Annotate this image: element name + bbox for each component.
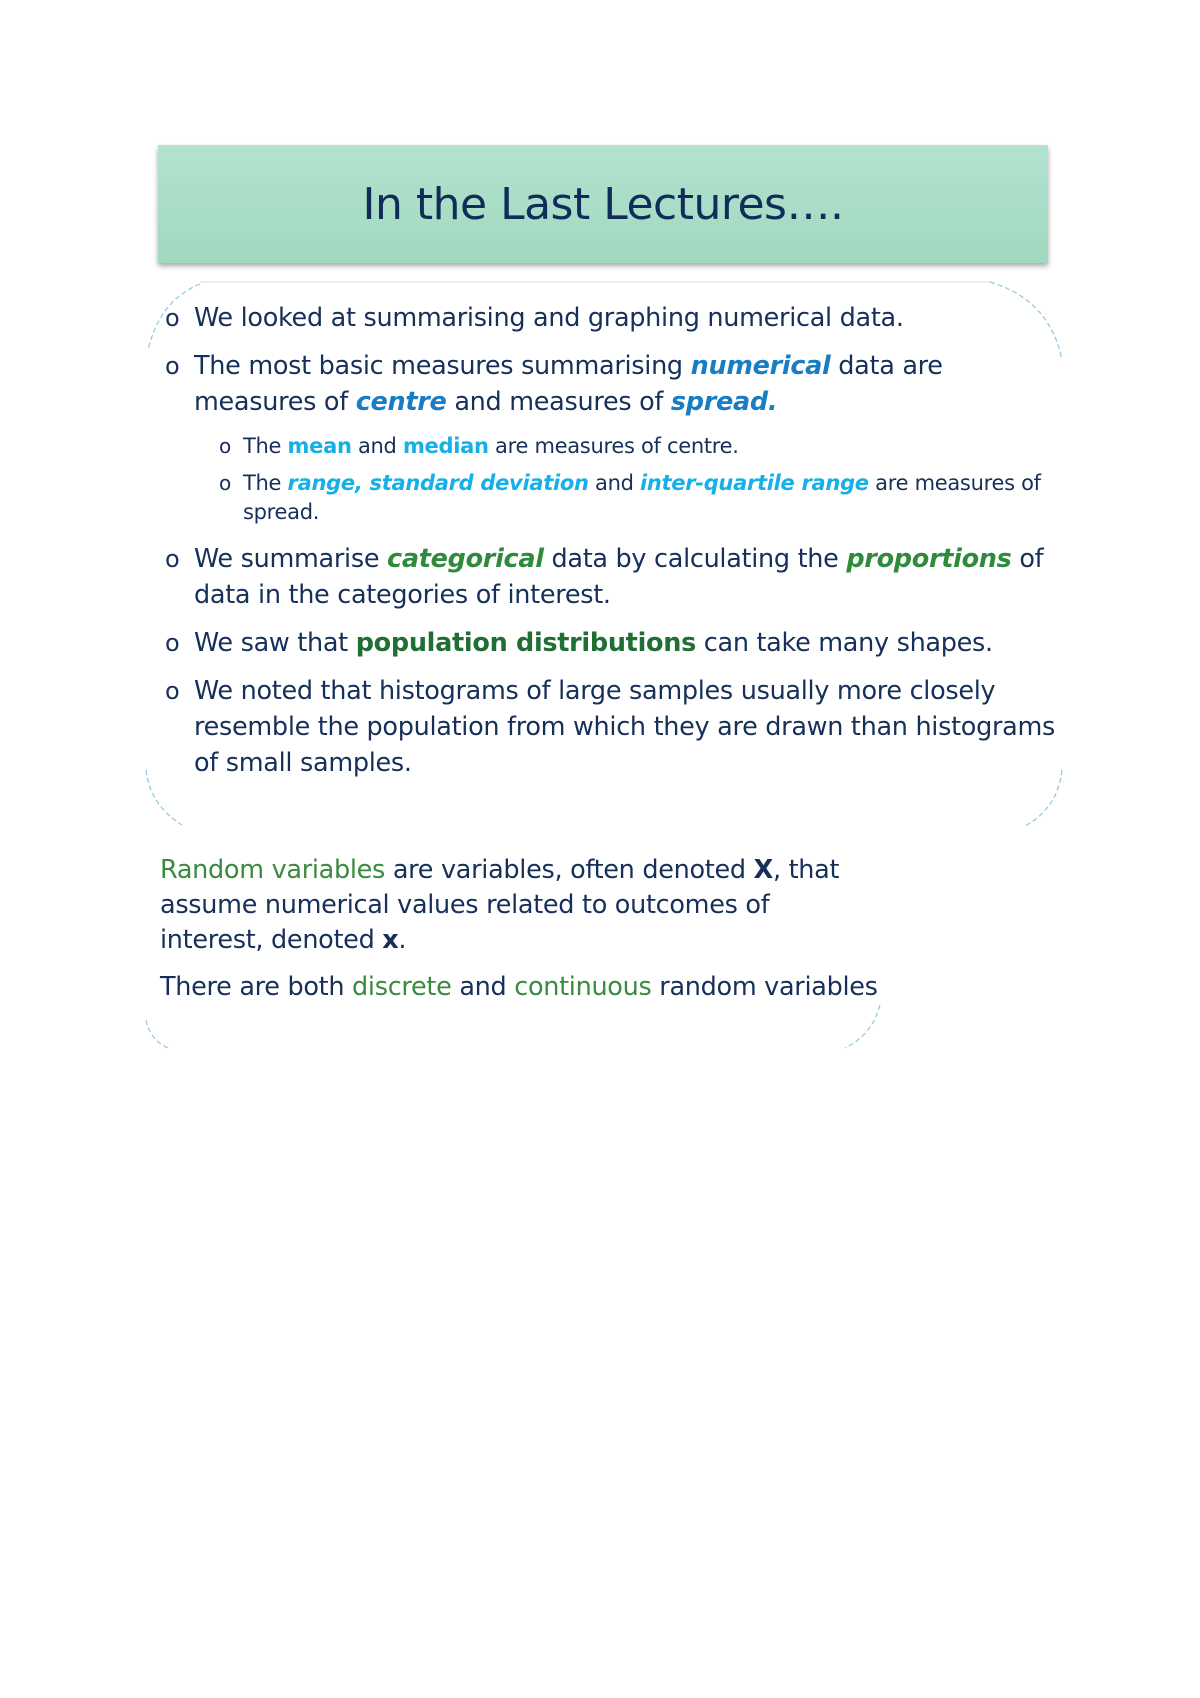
bullet-marker: o [165,352,180,380]
bullet-text: data are measures of [194,351,943,417]
sub-bullet-text: and [351,434,403,458]
keyword-spread: spread [670,387,768,417]
sub-bullet-text: and [588,471,640,495]
bullet-text: We summarise [194,544,388,574]
paragraph-text: . [398,925,407,955]
paragraph-text: are variables, often denoted [385,855,754,885]
sub-bullet-1 [162,432,1062,461]
title-banner [158,145,1048,263]
bullet-marker: o [165,677,180,705]
keyword-inter-quartile-range: inter-quartile range [640,471,869,495]
keyword-mean: mean [287,434,352,458]
bullet-text: . [767,387,778,417]
slide-title: In the Last Lectures…. [362,178,844,230]
keyword-random-variables: Random variables [160,855,386,885]
symbol-lower-x: x [382,925,399,955]
keyword-median: median [402,434,489,458]
paragraph-text: , that assume numerical values related to outcomes of interest, denoted [160,855,840,955]
bullet-text: We looked at summarising and graphing numerical data. [194,303,904,333]
paragraph-text: random variables [651,972,878,1002]
symbol-capital-x: X [753,855,773,885]
bullet-1 [162,300,1062,336]
keyword-discrete: discrete [352,972,452,1002]
bullet-3 [162,541,1062,613]
random-variables-types [160,970,880,1005]
keyword-continuous: continuous [514,972,652,1002]
random-variables-section [160,853,880,1017]
bullet-text: We noted that histograms of large samples usually more closely resemble the population from which they are drawn than histograms of small samples. [194,676,1055,778]
bullet-marker: o [165,304,180,332]
bullet-4 [162,625,1062,661]
bullet-text: We saw that [194,628,356,658]
bullet-marker: o [165,629,180,657]
bullet-text: can take many shapes. [695,628,993,658]
bullet-text: of data in the categories of interest. [194,544,1044,610]
sub-bullet-text: , [354,471,370,495]
bullet-marker: o [165,545,180,573]
bullet-5 [162,673,1062,781]
sub-bullet-text: are measures of centre. [488,434,739,458]
summary-bullets [162,300,1062,793]
sub-bullet-text: are measures of spread. [243,471,1041,524]
paragraph-text: There are both [160,972,353,1002]
sub-bullet-text: The [243,434,288,458]
bullet-2 [162,348,1062,420]
bullet-text: The most basic measures summarising [194,351,691,381]
keyword-numerical: numerical [690,351,831,381]
sub-bullet-marker: o [219,471,231,495]
keyword-standard-deviation: standard deviation [369,471,589,495]
bullet-text: and measures of [446,387,671,417]
keyword-centre: centre [355,387,447,417]
paragraph-text: and [451,972,515,1002]
sub-bullet-2 [162,469,1062,527]
keyword-categorical: categorical [387,544,544,574]
sub-bullet-text: The [243,471,288,495]
random-variables-definition [160,853,880,958]
keyword-proportions: proportions [846,544,1012,574]
bullet-text: data by calculating the [543,544,847,574]
sub-bullet-marker: o [219,434,231,458]
keyword-population-distributions: population distributions [355,628,696,658]
keyword-range: range [287,471,355,495]
